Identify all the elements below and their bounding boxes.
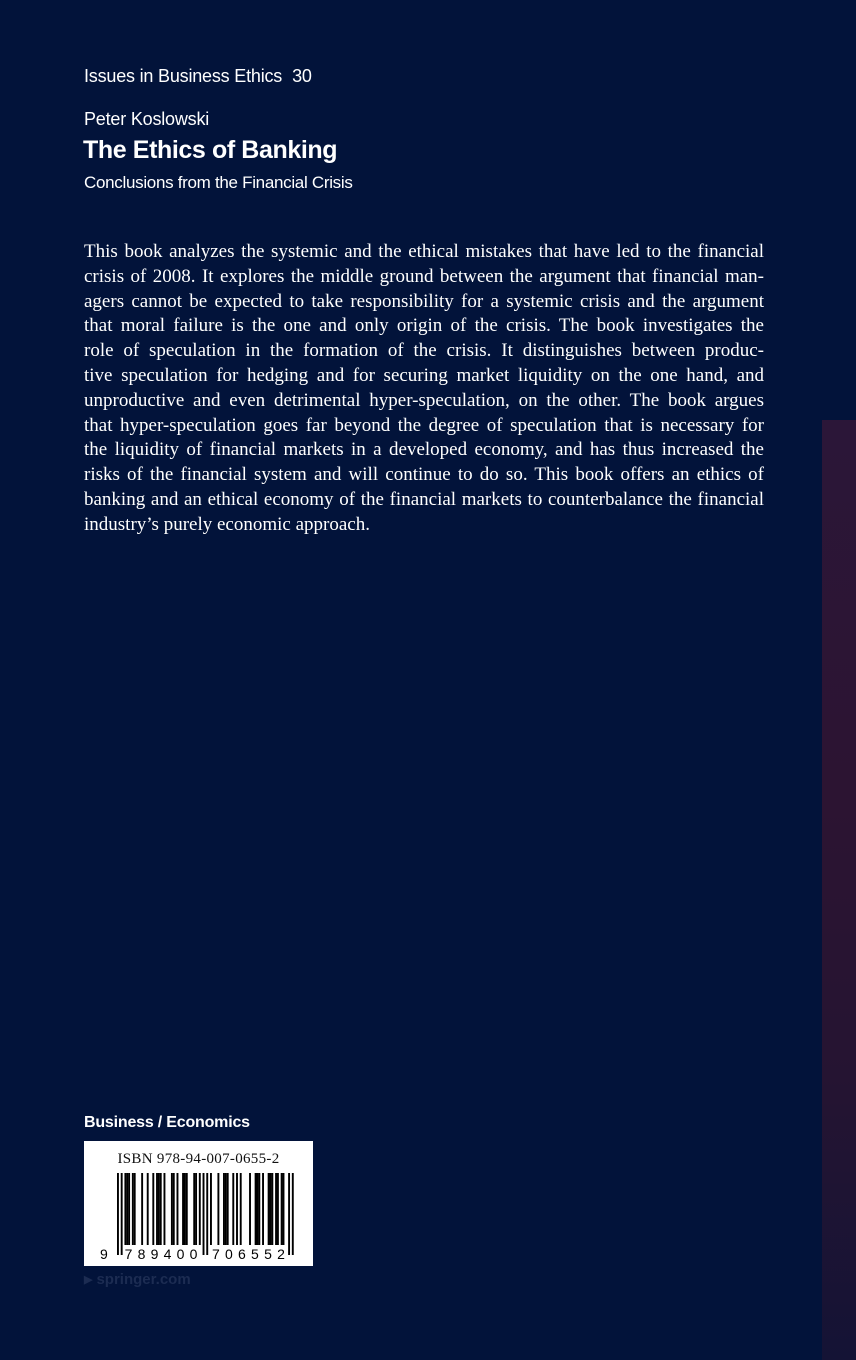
barcode-bar	[152, 1173, 154, 1245]
barcode-bar	[182, 1173, 184, 1245]
spine-color-strip	[822, 420, 856, 1360]
publisher-link[interactable]	[84, 1271, 191, 1288]
barcode-bar	[156, 1173, 158, 1245]
barcode-bar	[117, 1173, 119, 1255]
barcode-bar	[171, 1173, 173, 1245]
barcode-bar	[225, 1173, 227, 1245]
barcode-bar	[121, 1173, 123, 1255]
barcode-bar	[258, 1173, 260, 1245]
barcode-digit: 2	[277, 1246, 285, 1262]
barcode-digit: 7	[212, 1246, 220, 1262]
barcode-bar	[128, 1173, 130, 1245]
isbn-barcode	[84, 1141, 313, 1266]
description-line: agers cannot be expected to take responsibility for a systemic crisis and the argument	[84, 290, 764, 312]
barcode-bar	[271, 1173, 273, 1245]
barcode-digit: 5	[251, 1246, 259, 1262]
publisher-url: springer.com	[96, 1271, 191, 1288]
barcode-bar	[132, 1173, 134, 1245]
barcode-bar	[270, 1173, 272, 1245]
description-line: that moral failure is the one and only origin of the crisis. The book investigates the	[84, 315, 764, 337]
barcode-bar	[126, 1173, 128, 1245]
barcode-bar	[134, 1173, 136, 1245]
barcode-bar	[240, 1173, 242, 1245]
barcode-bar	[195, 1173, 197, 1245]
barcode-bar	[283, 1173, 285, 1245]
barcode-bar	[193, 1173, 195, 1245]
description-line: role of speculation in the formation of the crisis. It distinguishes between produc-	[84, 340, 764, 362]
barcode-bar	[268, 1173, 270, 1245]
barcode-bar	[255, 1173, 257, 1245]
series-name: Issues in Business Ethics	[84, 66, 283, 86]
description-line: industry’s purely economic approach.	[84, 513, 370, 535]
series-line	[84, 66, 312, 87]
series-number: 30	[292, 66, 312, 86]
barcode-bar	[177, 1173, 179, 1245]
barcode-bar	[124, 1173, 126, 1245]
description-line: that hyper-speculation goes far beyond the degree of speculation that is necessary for	[84, 414, 764, 436]
description-line: risks of the financial system and will continue to do so. This book offers an ethics of	[84, 464, 764, 486]
barcode-bar	[184, 1173, 186, 1245]
barcode-digit: 6	[238, 1246, 246, 1262]
barcode-digit: 4	[163, 1246, 172, 1262]
barcode-bar	[227, 1173, 229, 1245]
description-line: unproductive and even detrimental hyper-speculation, on the other. The book argues	[84, 389, 764, 411]
barcode-digit: 9	[150, 1246, 159, 1262]
barcode-bar	[275, 1173, 277, 1245]
book-description	[84, 240, 764, 538]
barcode-bar	[288, 1173, 290, 1255]
isbn-label: ISBN 978-94-007-0655-2	[117, 1151, 280, 1167]
barcode-bar	[277, 1173, 279, 1245]
barcode-bar	[173, 1173, 175, 1245]
barcode-bar	[292, 1173, 294, 1255]
barcode-bar	[223, 1173, 225, 1245]
book-title: The Ethics of Banking	[83, 136, 338, 164]
barcode-bar	[262, 1173, 264, 1245]
description-line: banking and an ethical economy of the financial markets to counterbalance the financial	[84, 488, 764, 510]
barcode-digit: 7	[124, 1246, 133, 1262]
play-arrow-icon: ▶	[84, 1274, 93, 1286]
barcode-bar	[199, 1173, 201, 1245]
barcode-bar	[186, 1173, 188, 1245]
barcode-bar	[281, 1173, 283, 1245]
barcode-digit: 9	[100, 1246, 108, 1262]
description-line: This book analyzes the systemic and the ethical mistakes that have led to the financial	[84, 241, 764, 262]
barcode-bar	[217, 1173, 219, 1245]
barcode-bar	[203, 1173, 205, 1255]
subject-category: Business / Economics	[84, 1114, 250, 1131]
barcode-bar	[206, 1173, 208, 1255]
barcode-bar	[147, 1173, 149, 1245]
barcode-bar	[236, 1173, 238, 1245]
book-subtitle: Conclusions from the Financial Crisis	[84, 173, 353, 192]
barcode-bar	[164, 1173, 166, 1245]
barcode-bar	[232, 1173, 234, 1245]
barcode-digit: 0	[189, 1246, 198, 1262]
description-line: tive speculation for hedging and for securing market liquidity on the one hand, and	[84, 364, 764, 386]
barcode-bar	[160, 1173, 162, 1245]
description-line: crisis of 2008. It explores the middle ground between the argument that financial man-	[84, 265, 764, 287]
barcode-bar	[257, 1173, 259, 1245]
description-line: the liquidity of financial markets in a developed economy, and has thus increased the	[84, 439, 764, 461]
author-name: Peter Koslowski	[84, 109, 210, 129]
barcode-digit: 0	[225, 1246, 233, 1262]
barcode-bar	[158, 1173, 160, 1245]
barcode-bar	[141, 1173, 143, 1245]
barcode-digit: 0	[176, 1246, 185, 1262]
barcode-digit: 5	[264, 1246, 272, 1262]
barcode-bar	[210, 1173, 212, 1245]
barcode-bar	[249, 1173, 251, 1245]
barcode-digit: 8	[137, 1246, 146, 1262]
